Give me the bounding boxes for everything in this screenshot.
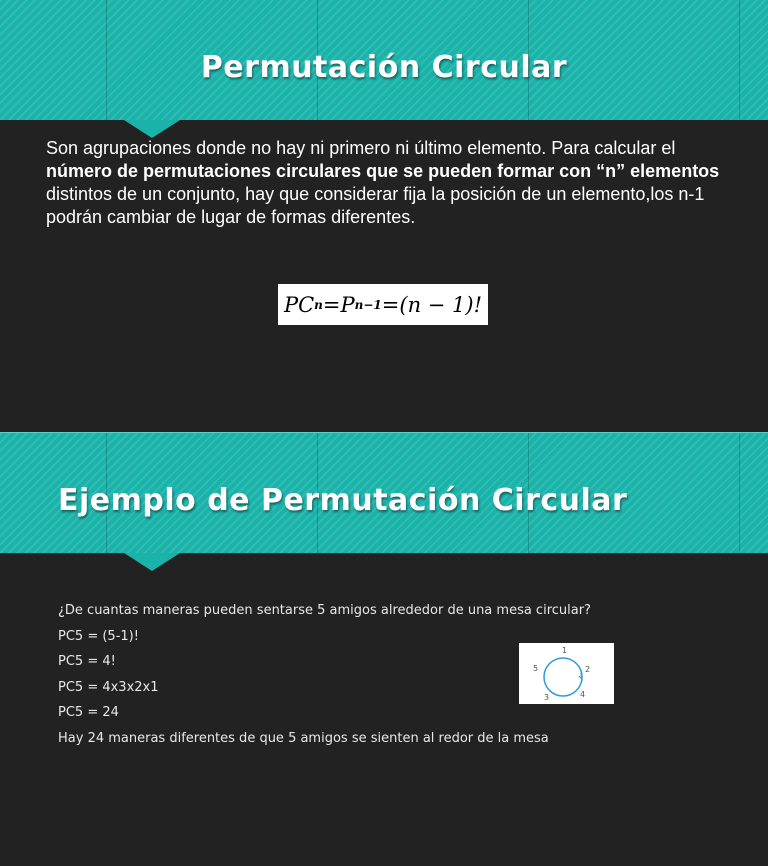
conclusion-line: Hay 24 maneras diferentes de que 5 amigos se sienten al redor de la mesa <box>58 730 549 746</box>
seat-label-5: 5 <box>533 664 539 673</box>
formula-image: PC n = P n−1 = (n − 1)! <box>278 284 488 325</box>
example-lines <box>58 600 591 754</box>
circle-diagram-svg <box>519 643 614 704</box>
question-line: ¿De cuantas maneras pueden sentarse 5 amigos alrededor de una mesa circular? <box>58 603 591 618</box>
slide-1 <box>0 0 768 432</box>
seat-label-4: 4 <box>580 690 586 699</box>
slide-title: Permutación Circular <box>200 50 568 85</box>
banner-notch <box>124 120 180 138</box>
slide-title: Ejemplo de Permutación Circular <box>58 483 628 518</box>
direction-arrow <box>579 673 582 679</box>
step-line: PC5 = 4x3x2x1 <box>58 679 159 695</box>
step-line: PC5 = 4! <box>58 654 116 670</box>
table-circle <box>544 658 582 696</box>
circular-table-diagram <box>519 643 614 704</box>
seat-label-2: 2 <box>585 665 591 674</box>
step-line: PC5 = (5-1)! <box>58 628 139 644</box>
seat-label-3: 3 <box>544 693 550 702</box>
result-line: PC5 = 24 <box>58 705 119 721</box>
definition-paragraph: Son agrupaciones donde no hay ni primero ni último elemento. Para calcular el número de permutaciones circulares que se pueden formar con “n” elementos distintos de un conjunto, hay que considerar fija la posición de un elemento,los n-1 podrán cambiar de lugar de formas diferentes. <box>46 138 720 227</box>
banner-notch <box>124 553 180 571</box>
seat-label-1: 1 <box>562 646 568 655</box>
